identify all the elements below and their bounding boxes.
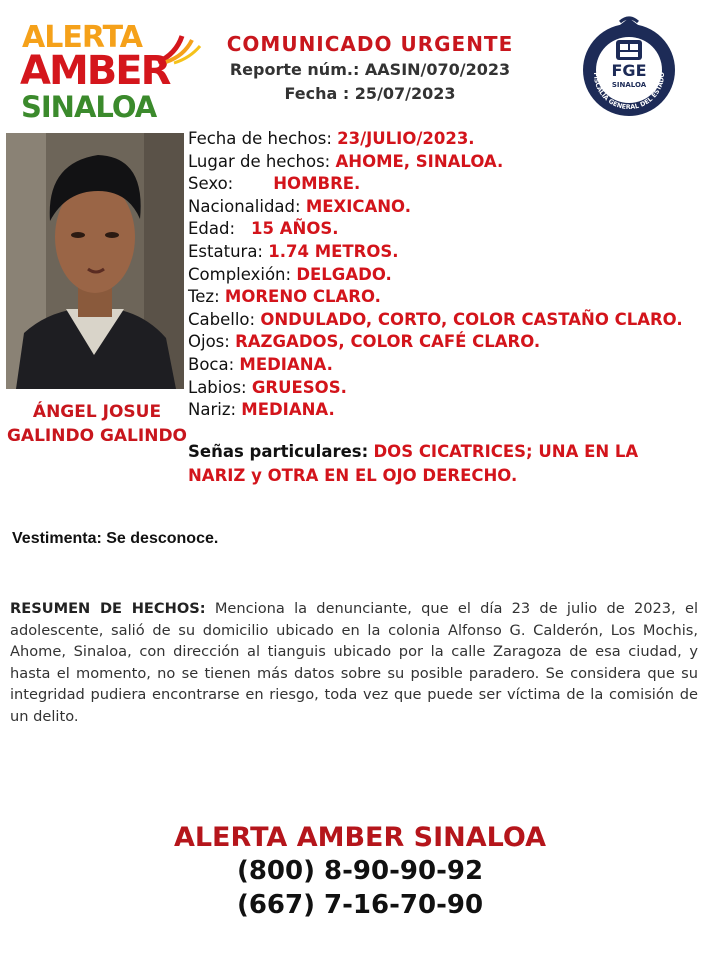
report-number: Reporte núm.: AASIN/070/2023 [229, 60, 511, 79]
detail-value: ONDULADO, CORTO, COLOR CASTAÑO CLARO. [260, 309, 683, 329]
logo-line-alerta: ALERTA [22, 20, 142, 55]
detail-label: Tez: [188, 287, 220, 307]
detail-label: Sexo: [188, 174, 234, 194]
clothing-info: Vestimenta: Se desconoce. [12, 530, 219, 547]
detail-row [188, 173, 718, 196]
report-date: Fecha : 25/07/2023 [284, 84, 456, 103]
detail-label: Fecha de hechos: [188, 129, 332, 148]
detail-value: DELGADO. [296, 264, 392, 284]
detail-row [188, 151, 718, 174]
detail-label: Lugar de hechos: [188, 151, 331, 171]
detail-row [188, 218, 718, 241]
detail-value: HOMBRE. [273, 174, 361, 194]
detail-value: RAZGADOS, COLOR CAFÉ CLARO. [235, 332, 541, 352]
logo-line-amber: AMBER [20, 48, 170, 94]
seal-state: SINALOA [611, 81, 647, 89]
fge-seal-icon [580, 14, 678, 118]
senas-value: DOS CICATRICES; UNA EN LA NARIZ y OTRA EN EL OJO DERECHO. [188, 442, 639, 485]
detail-label: Ojos: [188, 332, 230, 352]
detail-value: GRUESOS. [251, 377, 347, 397]
alerta-amber-logo [14, 14, 204, 126]
detail-row [188, 331, 718, 354]
detail-label: Nacionalidad: [188, 196, 301, 216]
footer-title: ALERTA AMBER SINALOA [173, 822, 547, 853]
logo-line-sinaloa: SINALOA [21, 90, 157, 124]
detail-row [188, 309, 718, 332]
missing-person-photo [6, 133, 184, 389]
seal-acronym: FGE [611, 61, 647, 80]
detail-row [188, 196, 718, 219]
detail-row [188, 241, 718, 264]
signal-wave-icon [156, 32, 202, 68]
phone-number-2[interactable]: (667) 7-16-70-90 [236, 890, 484, 920]
person-details [188, 128, 718, 422]
detail-label: Boca: [188, 354, 235, 374]
phone-number-1[interactable]: (800) 8-90-90-92 [236, 856, 484, 886]
detail-value: MEDIANA. [239, 354, 333, 374]
person-name-line1: ÁNGEL JOSUE [32, 402, 162, 422]
detail-row [188, 377, 718, 400]
detail-value: MORENO CLARO. [224, 287, 381, 307]
summary-text: Menciona la denunciante, que el día 23 de julio de 2023, el adolescente, salió de su domicilio ubicado en la colonia Alfonso G. Calderón, Los Mochis, Ahome, Sinaloa, con dirección al tianguis ubicado por la calle Zaragoza de esa ciudad, y hasta el momento, no se tienen más datos sobre su posible paradero. Se considera que su integridad pudiera encontrarse en riesgo, toda vez que puede ser víctima de la comisión de un delito. [10, 600, 698, 725]
detail-value: 23/JULIO/2023. [337, 129, 475, 148]
detail-value: MEXICANO. [305, 196, 411, 216]
detail-row [188, 286, 718, 309]
detail-row [188, 264, 718, 287]
detail-value: AHOME, SINALOA. [335, 151, 504, 171]
summary-paragraph [10, 598, 698, 728]
detail-label: Labios: [188, 377, 247, 397]
detail-label: Cabello: [188, 309, 256, 329]
header-title: COMUNICADO URGENTE [226, 32, 514, 56]
detail-row [188, 354, 718, 377]
detail-label: Nariz: [188, 400, 237, 420]
detail-row [188, 399, 718, 422]
senas-label: Señas particulares: [188, 442, 369, 461]
detail-value: 15 AÑOS. [251, 219, 339, 239]
person-name [4, 400, 190, 448]
detail-label: Complexión: [188, 264, 292, 284]
distinguishing-marks [188, 440, 668, 488]
detail-label: Estatura: [188, 241, 263, 261]
detail-label: Edad: [188, 219, 236, 239]
detail-value: 1.74 METROS. [268, 241, 399, 261]
summary-label: RESUMEN DE HECHOS: [10, 600, 206, 617]
person-name-line2: GALINDO GALINDO [6, 426, 188, 446]
detail-row [188, 128, 718, 151]
seal-ring-text: FISCALÍA GENERAL DEL ESTADO [591, 72, 667, 112]
detail-value: MEDIANA. [241, 400, 335, 420]
